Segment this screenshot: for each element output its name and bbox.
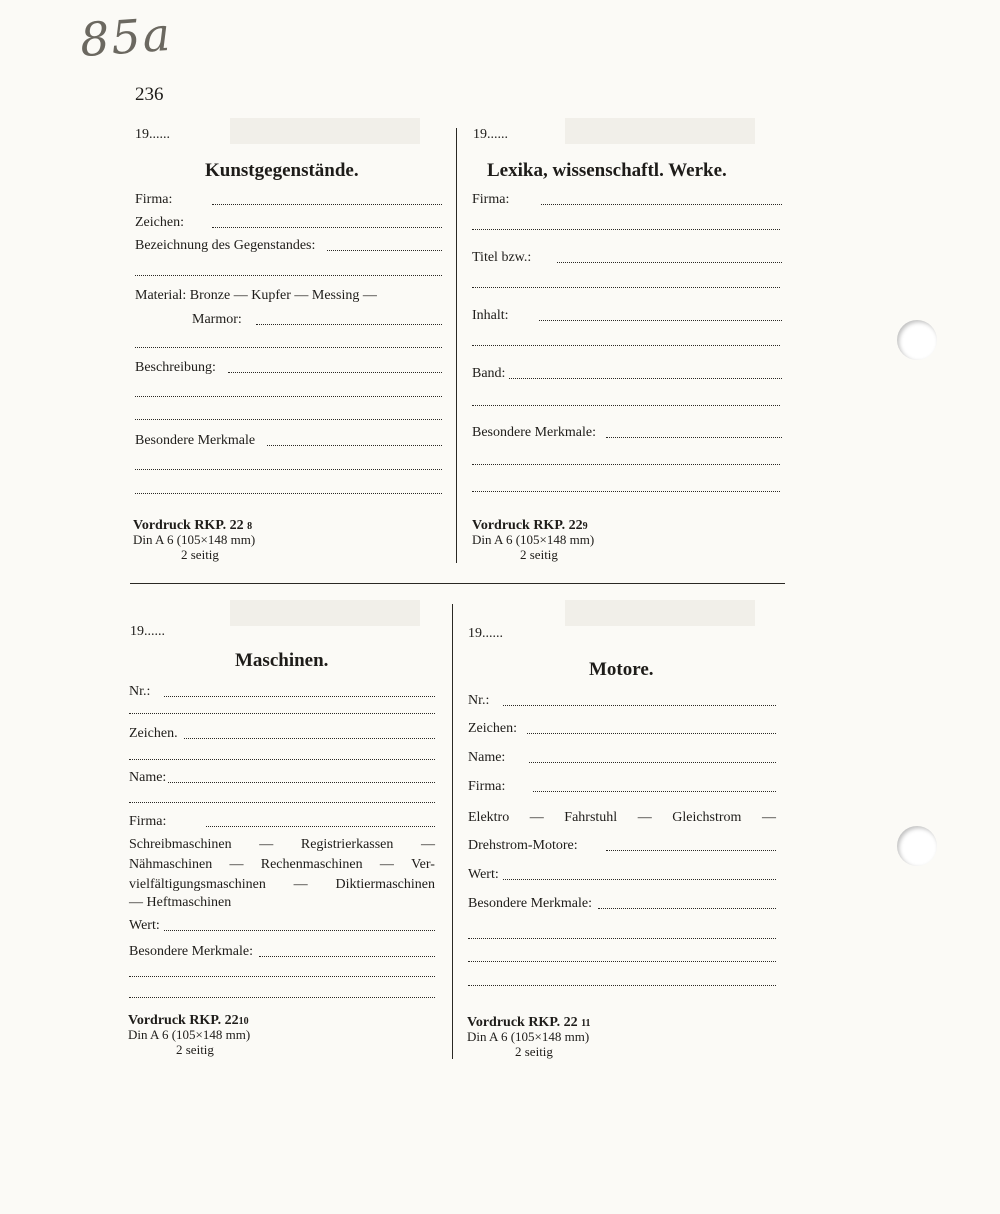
nr-field[interactable] xyxy=(503,704,776,706)
beschreibung-field-2[interactable] xyxy=(135,395,442,397)
band-field-2[interactable] xyxy=(472,404,780,406)
zeichen-field[interactable] xyxy=(184,737,435,739)
wert-label: Wert: xyxy=(468,867,499,882)
merkmale-field-2[interactable] xyxy=(135,468,442,470)
form-footer xyxy=(128,1013,250,1057)
zeichen-field[interactable] xyxy=(527,732,776,734)
bezeichnung-row xyxy=(135,238,442,254)
name-row xyxy=(468,750,776,766)
beschreibung-field-3[interactable] xyxy=(135,418,442,420)
card-title: Lexika, wissenschaftl. Werke. xyxy=(487,160,727,181)
marmor-row xyxy=(192,312,442,328)
nr-row xyxy=(129,684,435,700)
bleed-through-shadow xyxy=(230,118,420,144)
band-row xyxy=(472,366,782,382)
merkmale-row xyxy=(129,944,435,960)
year-field: 19...... xyxy=(130,624,165,639)
horizontal-divider xyxy=(130,583,785,584)
firma-field[interactable] xyxy=(212,203,442,205)
zeichen-field-2[interactable] xyxy=(129,758,435,760)
zeichen-field[interactable] xyxy=(212,226,442,228)
name-field-2[interactable] xyxy=(129,801,435,803)
merkmale-field[interactable] xyxy=(598,907,776,909)
merkmale-field-3[interactable] xyxy=(129,996,435,998)
punch-hole xyxy=(897,826,937,866)
din-format: Din A 6 (105×148 mm) xyxy=(467,1029,590,1045)
merkmale-field[interactable] xyxy=(267,444,442,446)
bezeichnung-field-2[interactable] xyxy=(135,274,442,276)
wert-field[interactable] xyxy=(503,878,776,880)
nr-label: Nr.: xyxy=(129,684,151,699)
maschinen-types-line-2: Nähmaschinen — Rechenmaschinen — Ver- xyxy=(129,857,435,872)
bezeichnung-field[interactable] xyxy=(327,249,442,251)
wert-field[interactable] xyxy=(164,929,435,931)
merkmale-row xyxy=(472,425,782,441)
form-footer xyxy=(133,518,255,562)
form-footer xyxy=(467,1015,591,1059)
seitig-note: 2 seitig xyxy=(181,546,219,562)
merkmale-field-2[interactable] xyxy=(468,937,776,939)
beschreibung-row xyxy=(135,360,442,376)
din-format: Din A 6 (105×148 mm) xyxy=(133,532,256,548)
wert-label: Wert: xyxy=(129,918,160,933)
name-label: Name: xyxy=(129,770,167,785)
zeichen-label: Zeichen: xyxy=(135,215,184,230)
material-row: Material: Bronze — Kupfer — Messing — xyxy=(135,288,377,303)
merkmale-label: Besondere Merkmale xyxy=(135,433,256,448)
nr-field-2[interactable] xyxy=(129,712,435,714)
maschinen-types-line-3: vielfältigungsmaschinen — Diktiermaschinen xyxy=(129,877,435,892)
handwritten-note: 85a xyxy=(78,6,174,68)
year-field: 19...... xyxy=(473,127,508,142)
merkmale-label: Besondere Merkmale: xyxy=(468,896,593,911)
firma-field[interactable] xyxy=(533,790,776,792)
firma-field[interactable] xyxy=(206,825,435,827)
drehstrom-row xyxy=(468,838,776,854)
bleed-through-shadow xyxy=(230,600,420,626)
inhalt-field-2[interactable] xyxy=(472,344,780,346)
material-field-2[interactable] xyxy=(135,346,442,348)
name-field[interactable] xyxy=(168,781,435,783)
vordruck-label: Vordruck RKP. 22 8 xyxy=(133,518,253,533)
vertical-divider-top xyxy=(456,128,457,563)
marmor-label: Marmor: xyxy=(192,312,242,327)
wert-row xyxy=(129,918,435,934)
firma-label: Firma: xyxy=(129,814,167,829)
seitig-note: 2 seitig xyxy=(176,1041,214,1057)
maschinen-types-line-4: — Heftmaschinen xyxy=(129,895,232,910)
maschinen-types-line-1: Schreibmaschinen — Registrierkassen — xyxy=(129,837,435,852)
zeichen-label: Zeichen. xyxy=(129,726,178,741)
din-format: Din A 6 (105×148 mm) xyxy=(128,1027,251,1043)
firma-row xyxy=(472,192,782,208)
year-field: 19...... xyxy=(468,626,503,641)
firma-row xyxy=(129,814,435,830)
merkmale-field-2[interactable] xyxy=(472,463,780,465)
titel-field[interactable] xyxy=(557,261,782,263)
bleed-through-shadow xyxy=(565,118,755,144)
merkmale-field-3[interactable] xyxy=(468,960,776,962)
card-title: Motore. xyxy=(589,659,654,680)
seitig-note: 2 seitig xyxy=(520,546,558,562)
name-field[interactable] xyxy=(529,761,776,763)
vordruck-label: Vordruck RKP. 2210 xyxy=(128,1013,249,1028)
beschreibung-field[interactable] xyxy=(228,371,442,373)
firma-label: Firma: xyxy=(472,192,510,207)
merkmale-field[interactable] xyxy=(259,955,435,957)
titel-label: Titel bzw.: xyxy=(472,250,532,265)
name-label: Name: xyxy=(468,750,506,765)
din-format: Din A 6 (105×148 mm) xyxy=(472,532,595,548)
nr-field[interactable] xyxy=(164,695,435,697)
card-title: Maschinen. xyxy=(235,650,329,671)
merkmale-row xyxy=(135,433,442,449)
band-field[interactable] xyxy=(509,377,782,379)
punch-hole xyxy=(897,320,937,360)
nr-label: Nr.: xyxy=(468,693,490,708)
firma-label: Firma: xyxy=(468,779,506,794)
motore-types-line: Elektro — Fahrstuhl — Gleichstrom — xyxy=(468,810,776,825)
merkmale-field-3[interactable] xyxy=(472,490,780,492)
seitig-note: 2 seitig xyxy=(515,1043,553,1059)
card-title: Kunstgegenstände. xyxy=(205,160,359,181)
firma-field[interactable] xyxy=(541,203,782,205)
marmor-field[interactable] xyxy=(256,323,442,325)
titel-field-2[interactable] xyxy=(472,286,780,288)
merkmale-label: Besondere Merkmale: xyxy=(129,944,254,959)
firma-field-2[interactable] xyxy=(472,228,780,230)
titel-row xyxy=(472,250,782,266)
merkmale-row xyxy=(468,896,776,912)
drehstrom-label: Drehstrom-Motore: xyxy=(468,838,578,853)
merkmale-field-3[interactable] xyxy=(135,492,442,494)
wert-row xyxy=(468,867,776,883)
zeichen-row xyxy=(468,721,776,737)
merkmale-field[interactable] xyxy=(606,436,782,438)
beschreibung-label: Beschreibung: xyxy=(135,360,216,375)
merkmale-label: Besondere Merkmale: xyxy=(472,425,597,440)
vordruck-label: Vordruck RKP. 22 11 xyxy=(467,1015,591,1030)
band-label: Band: xyxy=(472,366,506,381)
vertical-divider-bottom xyxy=(452,604,453,1059)
nr-row xyxy=(468,693,776,709)
inhalt-field[interactable] xyxy=(539,319,782,321)
merkmale-field-2[interactable] xyxy=(129,975,435,977)
firma-label: Firma: xyxy=(135,192,173,207)
form-footer xyxy=(472,518,594,562)
zeichen-row xyxy=(129,726,435,742)
inhalt-label: Inhalt: xyxy=(472,308,509,323)
year-field: 19...... xyxy=(135,127,170,142)
inhalt-row xyxy=(472,308,782,324)
bezeichnung-label: Bezeichnung des Gegenstandes: xyxy=(135,238,316,253)
bleed-through-shadow xyxy=(565,600,755,626)
page-number: 236 xyxy=(135,84,164,105)
firma-row xyxy=(135,192,442,208)
zeichen-row xyxy=(135,215,442,231)
firma-row xyxy=(468,779,776,795)
merkmale-field-4[interactable] xyxy=(468,984,776,986)
vordruck-label: Vordruck RKP. 229 xyxy=(472,518,588,533)
zeichen-label: Zeichen: xyxy=(468,721,517,736)
drehstrom-field[interactable] xyxy=(606,849,776,851)
name-row xyxy=(129,770,435,786)
